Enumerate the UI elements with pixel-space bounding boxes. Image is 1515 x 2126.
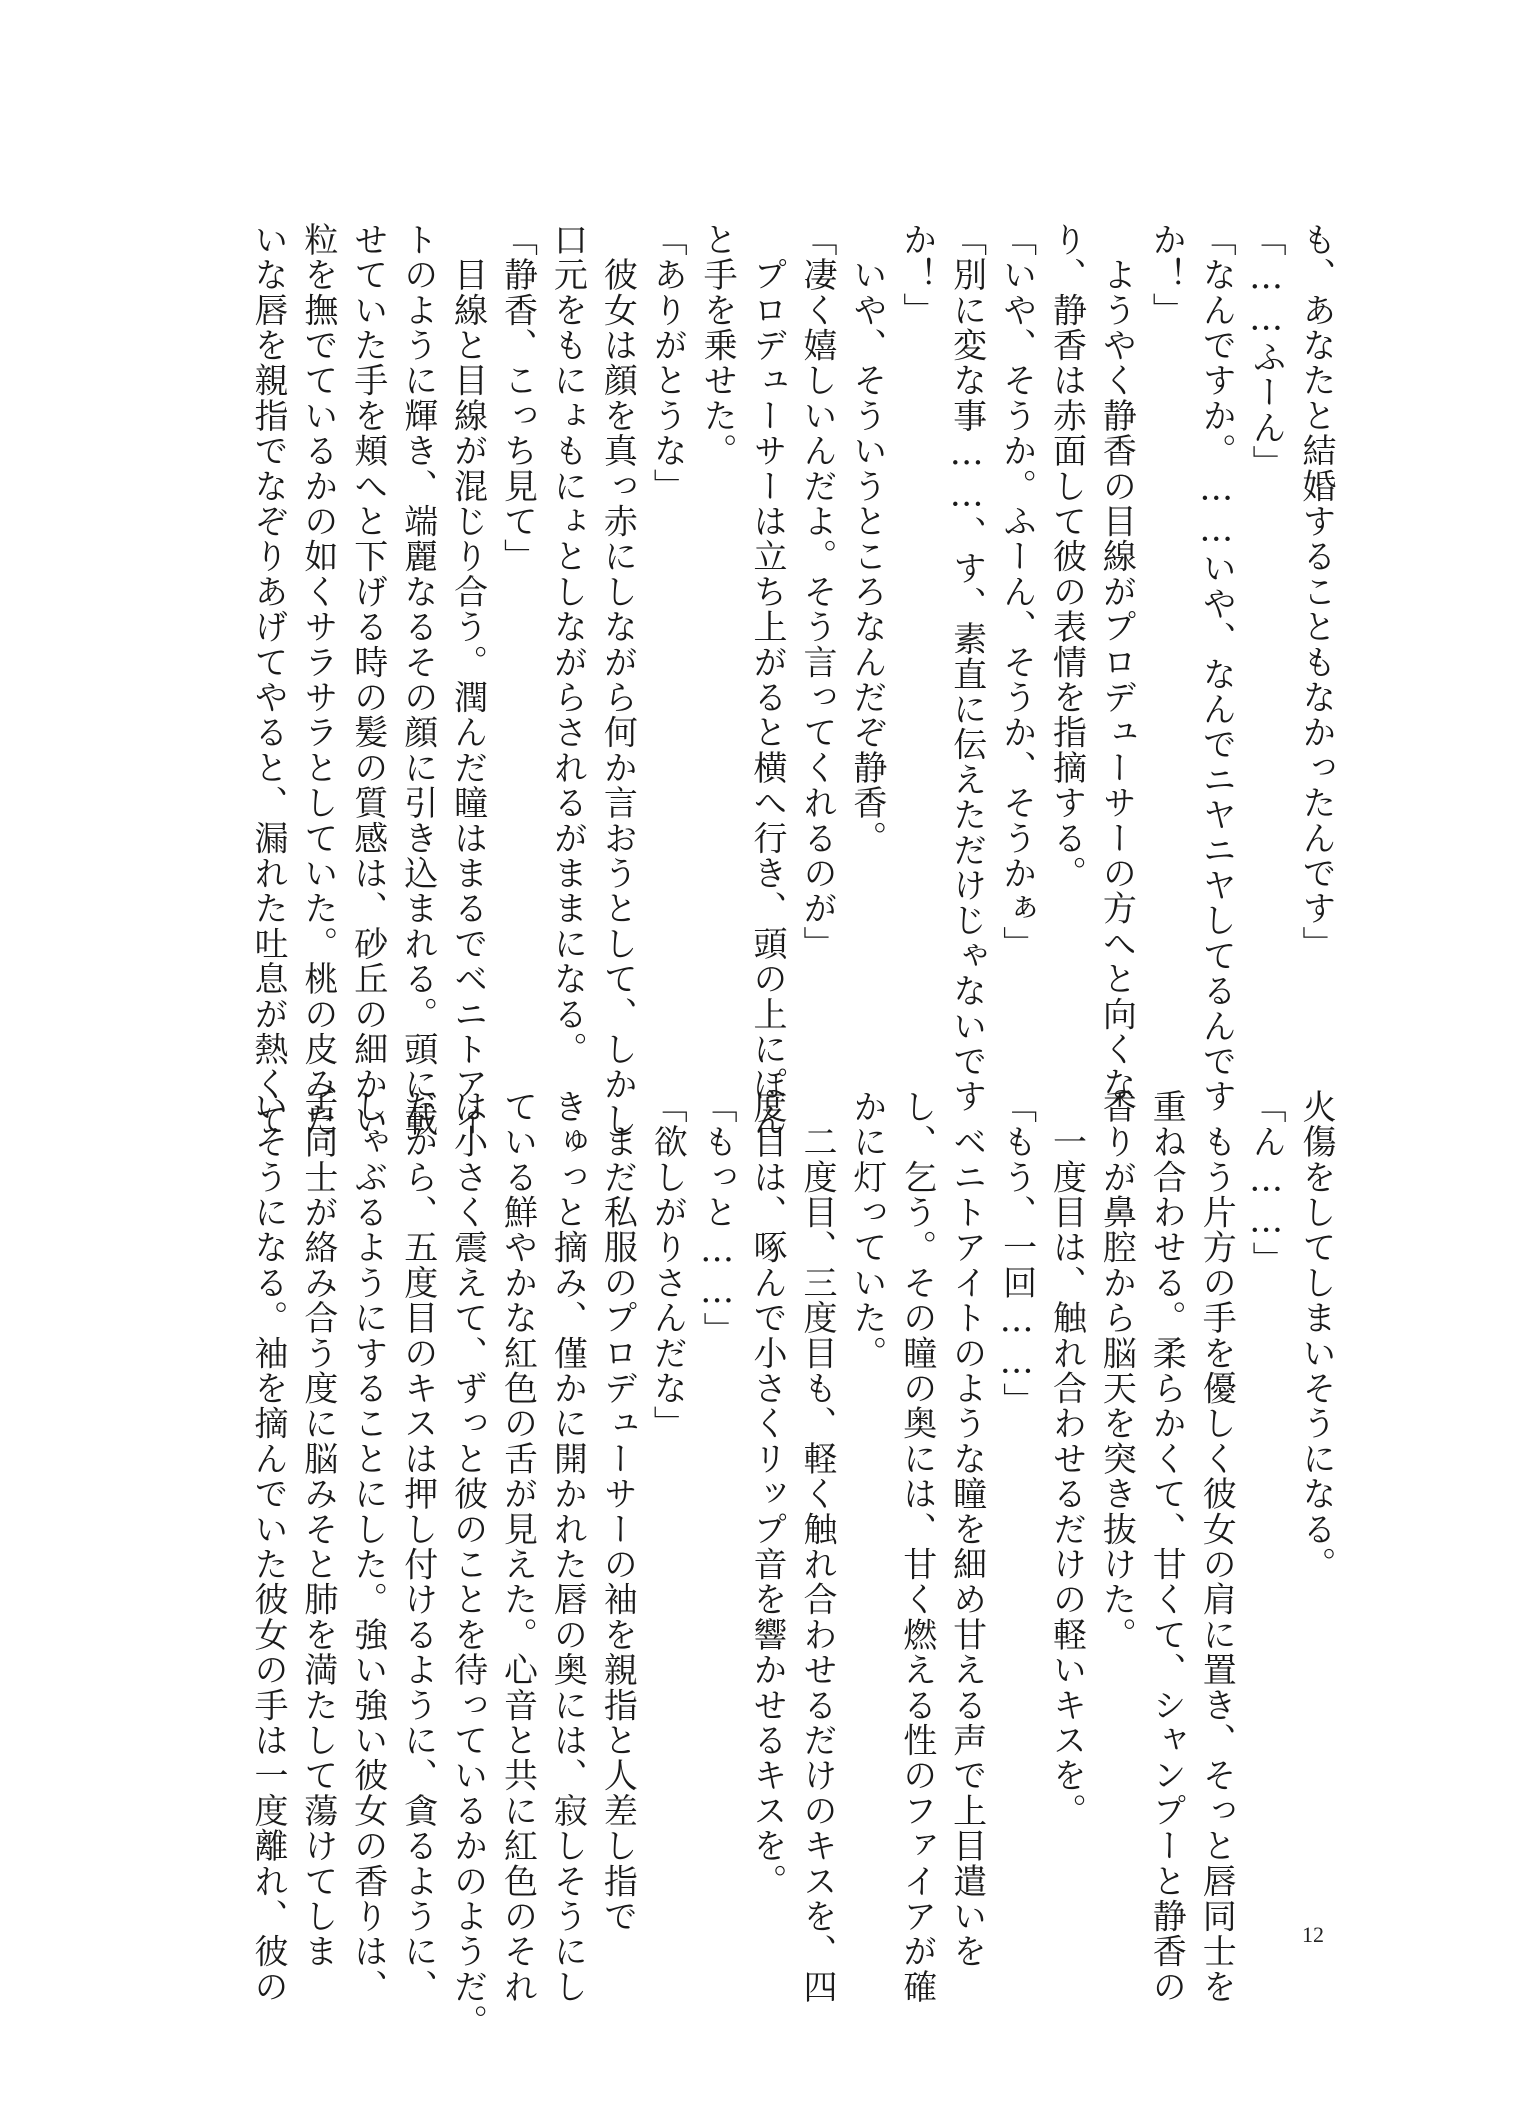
text-line: 「なんですか。……いや、なんでニヤニヤしてるんです (1196, 222, 1237, 1114)
text-line: 「静香、こっち見て」 (497, 222, 538, 574)
text-line: きゅっと摘み、僅かに開かれた唇の奥には、寂しそうにし (547, 1089, 588, 2005)
text-line: 火傷をしてしまいそうになる。 (1296, 1089, 1336, 1582)
text-line: と手を乗せた。 (697, 222, 738, 469)
text-line: トのように輝き、端麗なるその顔に引き込まれる。頭に載 (397, 222, 438, 1138)
text-block-top (215, 222, 1340, 1138)
text-line: もう片方の手を優しく彼女の肩に置き、そっと唇同士を (1196, 1089, 1237, 2005)
text-line: し、乞う。その瞳の奥には、甘く燃える性のファイアが確 (896, 1089, 937, 2005)
text-line: 口元をもにょもにょとしながらされるがままになる。 (547, 222, 588, 1067)
text-line: 香りが鼻腔から脳天を突き抜けた。 (1096, 1089, 1137, 1653)
text-line: 重ね合わせる。柔らかくて、甘くて、シャンプーと静香の (1146, 1089, 1187, 2005)
text-line: ベニトアイトのような瞳を細め甘える声で上目遣いを (946, 1089, 987, 1969)
text-line: 「いや、そうか。ふーん、そうか、そうかぁ」 (996, 222, 1037, 962)
text-line: せていた手を頬へと下げる時の髪の質感は、砂丘の細かい (347, 222, 388, 1138)
text-line: しゃぶるようにすることにした。強い強い彼女の香りは、 (347, 1089, 388, 2005)
page-number: 12 (1302, 1922, 1324, 1947)
text-line: 「欲しがりさんだな」 (647, 1089, 688, 1441)
text-line: いそうになる。袖を摘んでいた彼女の手は一度離れ、彼の (247, 1089, 288, 2005)
text-line: は小さく震えて、ずっと彼のことを待っているかのようだ。 (447, 1089, 488, 2040)
text-line: 粒を撫でているかの如くサラサラとしていた。桃の皮みた (297, 222, 338, 1138)
text-line: 度目は、啄んで小さくリップ音を響かせるキスを。 (747, 1089, 788, 1899)
text-line: いな唇を親指でなぞりあげてやると、漏れた吐息が熱くて (247, 222, 288, 1138)
text-line: か！」 (1146, 222, 1187, 328)
text-line: 「もう、一回……」 (996, 1089, 1037, 1418)
text-line: 「ん……」 (1246, 1089, 1287, 1277)
text-line: 「凄く嬉しいんだよ。そう言ってくれるのが」 (796, 222, 837, 962)
text-line: いや、そういうところなんだぞ静香。 (846, 222, 887, 856)
text-line: か！」 (896, 222, 937, 328)
text-line: り、静香は赤面して彼の表情を指摘する。 (1046, 222, 1087, 891)
text-line: 舌同士が絡み合う度に脳みそと肺を満たして蕩けてしま (297, 1089, 338, 1969)
text-line: 二度目、三度目も、軽く触れ合わせるだけのキスを、四 (796, 1089, 837, 2005)
text-line: 「……ふーん」 (1246, 222, 1287, 481)
text-line: ようやく静香の目線がプロデューサーの方へと向くな (1096, 222, 1137, 1102)
text-line: ている鮮やかな紅色の舌が見えた。心音と共に紅色のそれ (497, 1089, 538, 2005)
text-line: まだ私服のプロデューサーの袖を親指と人差し指で (597, 1089, 638, 1934)
text-line: 一度目は、触れ合わせるだけの軽いキスを。 (1046, 1089, 1087, 1829)
text-line: も、あなたと結婚することもなかったんです」 (1296, 222, 1336, 962)
text-line: 彼女は顔を真っ赤にしながら何か言おうとして、しかし (597, 222, 638, 1138)
text-line: 「ありがとうな」 (647, 222, 688, 504)
text-line: 「別に変な事……、す、素直に伝えただけじゃないです (946, 222, 987, 1114)
text-line: 「もっと……」 (697, 1089, 738, 1348)
text-line: かに灯っていた。 (846, 1089, 887, 1371)
text-line: だから、五度目のキスは押し付けるように、貪るように、 (397, 1089, 438, 2005)
text-line: 目線と目線が混じり合う。潤んだ瞳はまるでベニトアイ (447, 222, 488, 1138)
text-line: プロデューサーは立ち上がると横へ行き、頭の上にぽん (747, 222, 788, 1138)
